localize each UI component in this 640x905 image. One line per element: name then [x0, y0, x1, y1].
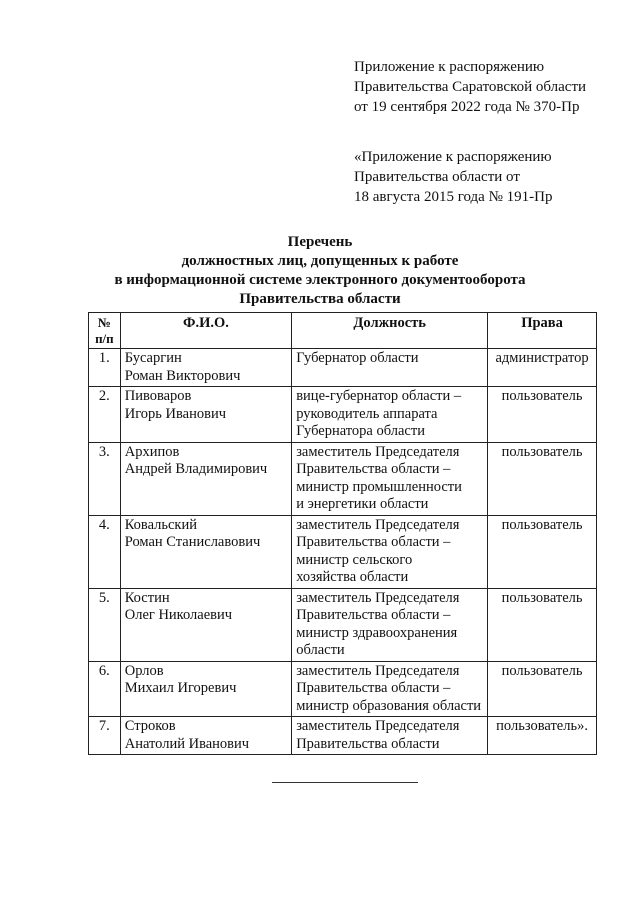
table-row [89, 515, 597, 588]
header-name: Ф.И.О. [120, 313, 291, 349]
position-line: руководитель аппарата [296, 405, 438, 422]
row-number: 2. [89, 387, 121, 443]
appendix-line: Приложение к распоряжению [354, 59, 545, 75]
position-line: заместитель Председателя [296, 516, 460, 533]
row-number: 5. [89, 588, 121, 661]
appendix-line: Правительства области от [354, 169, 520, 185]
position-cell [292, 588, 488, 661]
rights-cell: пользователь [488, 442, 597, 515]
header-num: № п/п [89, 313, 121, 349]
header-rights: Права [488, 313, 597, 349]
title-line: в информационной системе электронного документооборота [114, 272, 526, 288]
full-name-line: Олег Николаевич [124, 607, 233, 623]
full-name-line: Роман Станиславович [124, 534, 261, 550]
position-line: Губернатор области [296, 350, 419, 366]
row-number: 7. [89, 717, 121, 755]
rights-cell: пользователь [488, 387, 597, 443]
position-line: Правительства области – [296, 461, 451, 477]
position-line: министр сельского [296, 551, 413, 568]
end-separator-line [272, 782, 418, 783]
appendix-line: Правительства Саратовской области [354, 79, 587, 95]
position-cell [292, 515, 488, 588]
full-name-line: Костин [124, 589, 170, 606]
position-line: Правительства области – [296, 607, 451, 623]
position-line: Правительства области – [296, 534, 451, 550]
title-line: должностных лиц, допущенных к работе [181, 253, 459, 269]
position-cell [292, 661, 488, 717]
full-name-line: Ковальский [124, 516, 198, 533]
table-row [89, 442, 597, 515]
position-cell [292, 717, 488, 755]
full-name-cell [120, 515, 291, 588]
position-line: области [296, 642, 345, 658]
officials-table [88, 312, 597, 755]
appendix-line: 18 августа 2015 года № 191-Пр [354, 189, 553, 205]
position-line: министр здравоохранения [296, 624, 458, 641]
title-line: Правительства области [239, 291, 401, 307]
row-number: 1. [89, 349, 121, 387]
full-name-line: Андрей Владимирович [124, 461, 268, 477]
full-name-line: Анатолий Иванович [124, 735, 250, 752]
table-body [89, 349, 597, 755]
position-line: Губернатора области [296, 423, 425, 439]
full-name-line: Строков [124, 718, 176, 734]
table-header-row [89, 313, 597, 349]
full-name-line: Роман Викторович [124, 367, 241, 384]
position-cell [292, 387, 488, 443]
rights-cell: пользователь». [488, 717, 597, 755]
position-line: заместитель Председателя [296, 718, 460, 734]
table-row [89, 661, 597, 717]
position-line: министр промышленности [296, 478, 462, 495]
full-name-line: Орлов [124, 662, 164, 679]
position-line: министр образования области [296, 697, 482, 714]
position-line: заместитель Председателя [296, 443, 460, 460]
table-row [89, 349, 597, 387]
table-row [89, 717, 597, 755]
position-line: заместитель Председателя [296, 589, 460, 606]
document-title [0, 233, 640, 309]
full-name-cell [120, 588, 291, 661]
rights-cell: пользователь [488, 588, 597, 661]
rights-cell: администратор [488, 349, 597, 387]
full-name-line: Михаил Игоревич [124, 680, 237, 696]
table-row [89, 387, 597, 443]
full-name-cell [120, 442, 291, 515]
full-name-line: Пивоваров [124, 388, 192, 404]
header-position: Должность [292, 313, 488, 349]
appendix-header [354, 57, 586, 117]
original-appendix-header [354, 147, 552, 207]
appendix-line: от 19 сентября 2022 года № 370-Пр [354, 99, 580, 115]
full-name-line: Бусаргин [124, 350, 182, 366]
position-line: вице-губернатор области – [296, 388, 462, 404]
full-name-cell [120, 717, 291, 755]
position-line: заместитель Председателя [296, 662, 460, 679]
title-line: Перечень [287, 234, 353, 250]
position-cell [292, 349, 488, 387]
full-name-cell [120, 387, 291, 443]
full-name-cell [120, 661, 291, 717]
row-number: 3. [89, 442, 121, 515]
position-line: и энергетики области [296, 496, 429, 512]
position-line: хозяйства области [296, 569, 409, 585]
rights-cell: пользователь [488, 661, 597, 717]
position-cell [292, 442, 488, 515]
appendix-line: «Приложение к распоряжению [354, 149, 552, 165]
table-row [89, 588, 597, 661]
full-name-line: Игорь Иванович [124, 405, 227, 422]
full-name-line: Архипов [124, 443, 180, 460]
full-name-cell [120, 349, 291, 387]
rights-cell: пользователь [488, 515, 597, 588]
position-line: Правительства области – [296, 680, 451, 696]
row-number: 4. [89, 515, 121, 588]
position-line: Правительства области [296, 735, 440, 752]
row-number: 6. [89, 661, 121, 717]
